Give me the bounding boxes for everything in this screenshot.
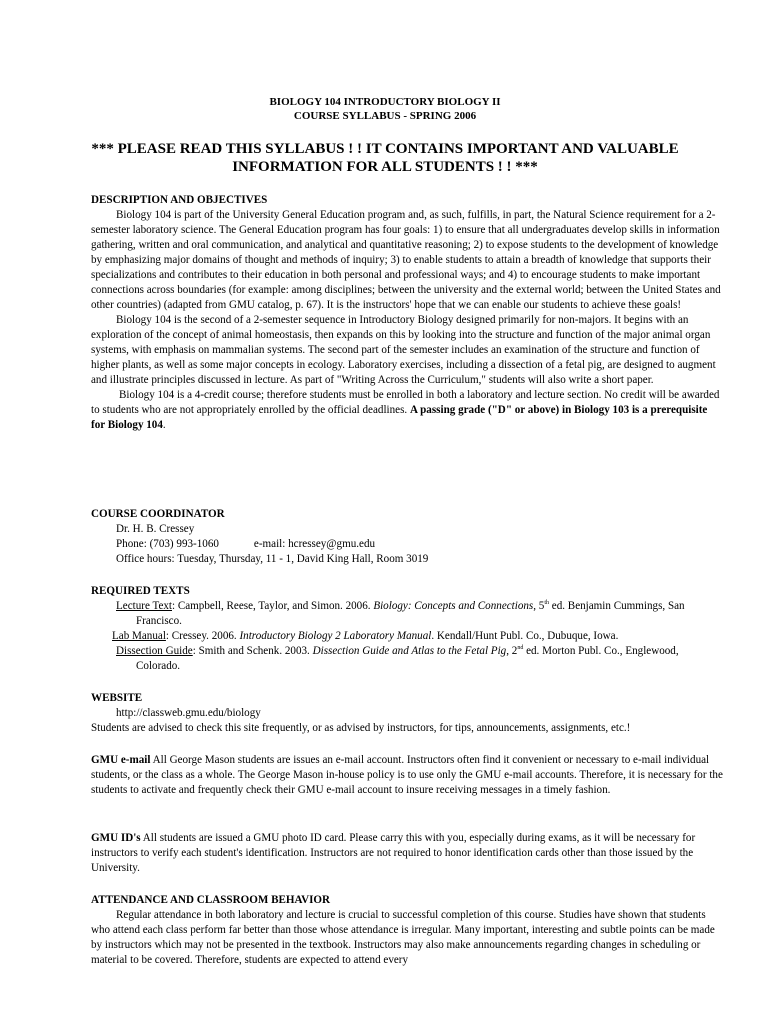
section-heading-id: GMU ID's [91, 832, 141, 844]
section-heading-attendance: ATTENDANCE AND CLASSROOM BEHAVIOR [91, 894, 331, 906]
coordinator-phone: Phone: (703) 993-1060 [116, 538, 219, 550]
section-heading-description: DESCRIPTION AND OBJECTIVES [91, 194, 268, 206]
description-paragraph-2: Biology 104 is the second of a 2-semester sequence in Introductory Biology designed primarily for non-majors. It begins with an exploration of the concept of animal homeostasis, then expands on this by looking into the structure and function of the major animal organ systems, with emphasis on mammalian systems. The second part of the semester includes an examination of the structure and function of higher plants, as well as some major concepts in ecology. Laboratory exercises, including a dissection of a fetal pig, are designed to augment and illustrate principles discussed in lecture. As part of "Writing Across the Curriculum," students will also write a short paper. [91, 314, 716, 386]
syllabus-subtitle: COURSE SYLLABUS - SPRING 2006 [293, 110, 477, 122]
coordinator-email: e-mail: hcressey@gmu.edu [253, 538, 376, 550]
lab-manual-entry: Lab Manual: Cressey. 2006. Introductory Biology 2 Laboratory Manual. Kendall/Hunt Publ. Co., Dubuque, Iowa. [112, 630, 619, 642]
prerequisite-note: A passing grade ("D" or above) in Biology 103 is a prerequisite for Biology 104 [91, 404, 708, 431]
coordinator-office-hours: Office hours: Tuesday, Thursday, 11 - 1, David King Hall, Room 3019 [116, 553, 429, 565]
attendance-paragraph: Regular attendance in both laboratory and lecture is crucial to successful completion of this course. Studies have shown that students who attend each class perform far better than those whose attendance is irregular. Many important, interesting and subtle points can be made by instructors which may not be presented in the textbook. Instructors may also make announcements regarding changes in scheduling or material to be covered. Therefore, students are expected to attend every [91, 909, 715, 966]
course-title: BIOLOGY 104 INTRODUCTORY BIOLOGY II [269, 96, 501, 108]
website-note: Students are advised to check this site frequently, or as advised by instructors, for tips, announcements, assignments, etc.! [91, 722, 631, 734]
attendance-section [91, 893, 724, 968]
required-texts-section [91, 584, 724, 674]
website-url[interactable]: http://classweb.gmu.edu/biology [116, 707, 261, 719]
website-section [91, 691, 724, 736]
lecture-text-entry: Lecture Text: Campbell, Reese, Taylor, and Simon. 2006. Biology: Concepts and Connections, 5th ed. Benjamin Cummings, San Francisco. [116, 600, 685, 627]
document-header [0, 95, 770, 123]
section-heading-coordinator: COURSE COORDINATOR [91, 508, 225, 520]
dissection-guide-entry: Dissection Guide: Smith and Schenk. 2003. Dissection Guide and Atlas to the Fetal Pig, 2nd ed. Morton Publ. Co., Englewood, Colorado. [116, 645, 679, 672]
important-notice: *** PLEASE READ THIS SYLLABUS ! ! IT CONTAINS IMPORTANT AND VALUABLE INFORMATION FOR ALL STUDENTS ! ! *** [91, 141, 679, 175]
coordinator-name: Dr. H. B. Cressey [116, 523, 195, 535]
description-paragraph-3: Biology 104 is a 4-credit course; therefore students must be enrolled in both a laboratory and lecture section. No credit will be awarded to students who are not appropriately enrolled by the official deadlines. A passing grade ("D" or above) in Biology 103 is a prerequisite for Biology 104. [91, 389, 720, 431]
section-heading-website: WEBSITE [91, 692, 143, 704]
coordinator-contact [91, 537, 724, 552]
description-paragraph-1: Biology 104 is part of the University General Education program and, as such, fulfills, in part, the Natural Science requirement for a 2-semester laboratory science. The General Education program has four goals: 1) to ensure that all undergraduates develop skills in information gathering, written and oral communication, and analytical and quantitative reasoning; 2) to expose students to the development of knowledge by emphasizing major domains of thought and methods of inquiry; 3) to enable students to attain a breadth of knowledge that supports their specializations and contributes to their education in both personal and professional ways; and 4) to encourage students to make important connections across boundaries (for example: among disciplines; between the university and the external world; between the United States and other countries) (adapted from GMU catalog, p. 67). It is the instructors' hope that we can enable our students to achieve these goals! [91, 209, 721, 311]
email-section [91, 753, 724, 798]
section-heading-texts: REQUIRED TEXTS [91, 585, 190, 597]
coordinator-section [91, 507, 724, 567]
id-paragraph: GMU ID's All students are issued a GMU photo ID card. Please carry this with you, especially during exams, as it will be necessary for instructors to verify each student's identification. Instructors are not required to honor identification cards other than those issued by the University. [91, 832, 696, 874]
section-heading-email: GMU e-mail [91, 754, 151, 766]
email-paragraph: GMU e-mail All George Mason students are issues an e-mail account. Instructors often find it convenient or necessary to e-mail individual students, or the class as a whole. The George Mason in-house policy is to use only the GMU e-mail accounts. Therefore, it is necessary for the students to activate and frequently check their GMU e-mail account to insure receiving messages in a timely fashion. [91, 754, 723, 796]
description-section [91, 193, 724, 433]
id-section [91, 831, 724, 876]
